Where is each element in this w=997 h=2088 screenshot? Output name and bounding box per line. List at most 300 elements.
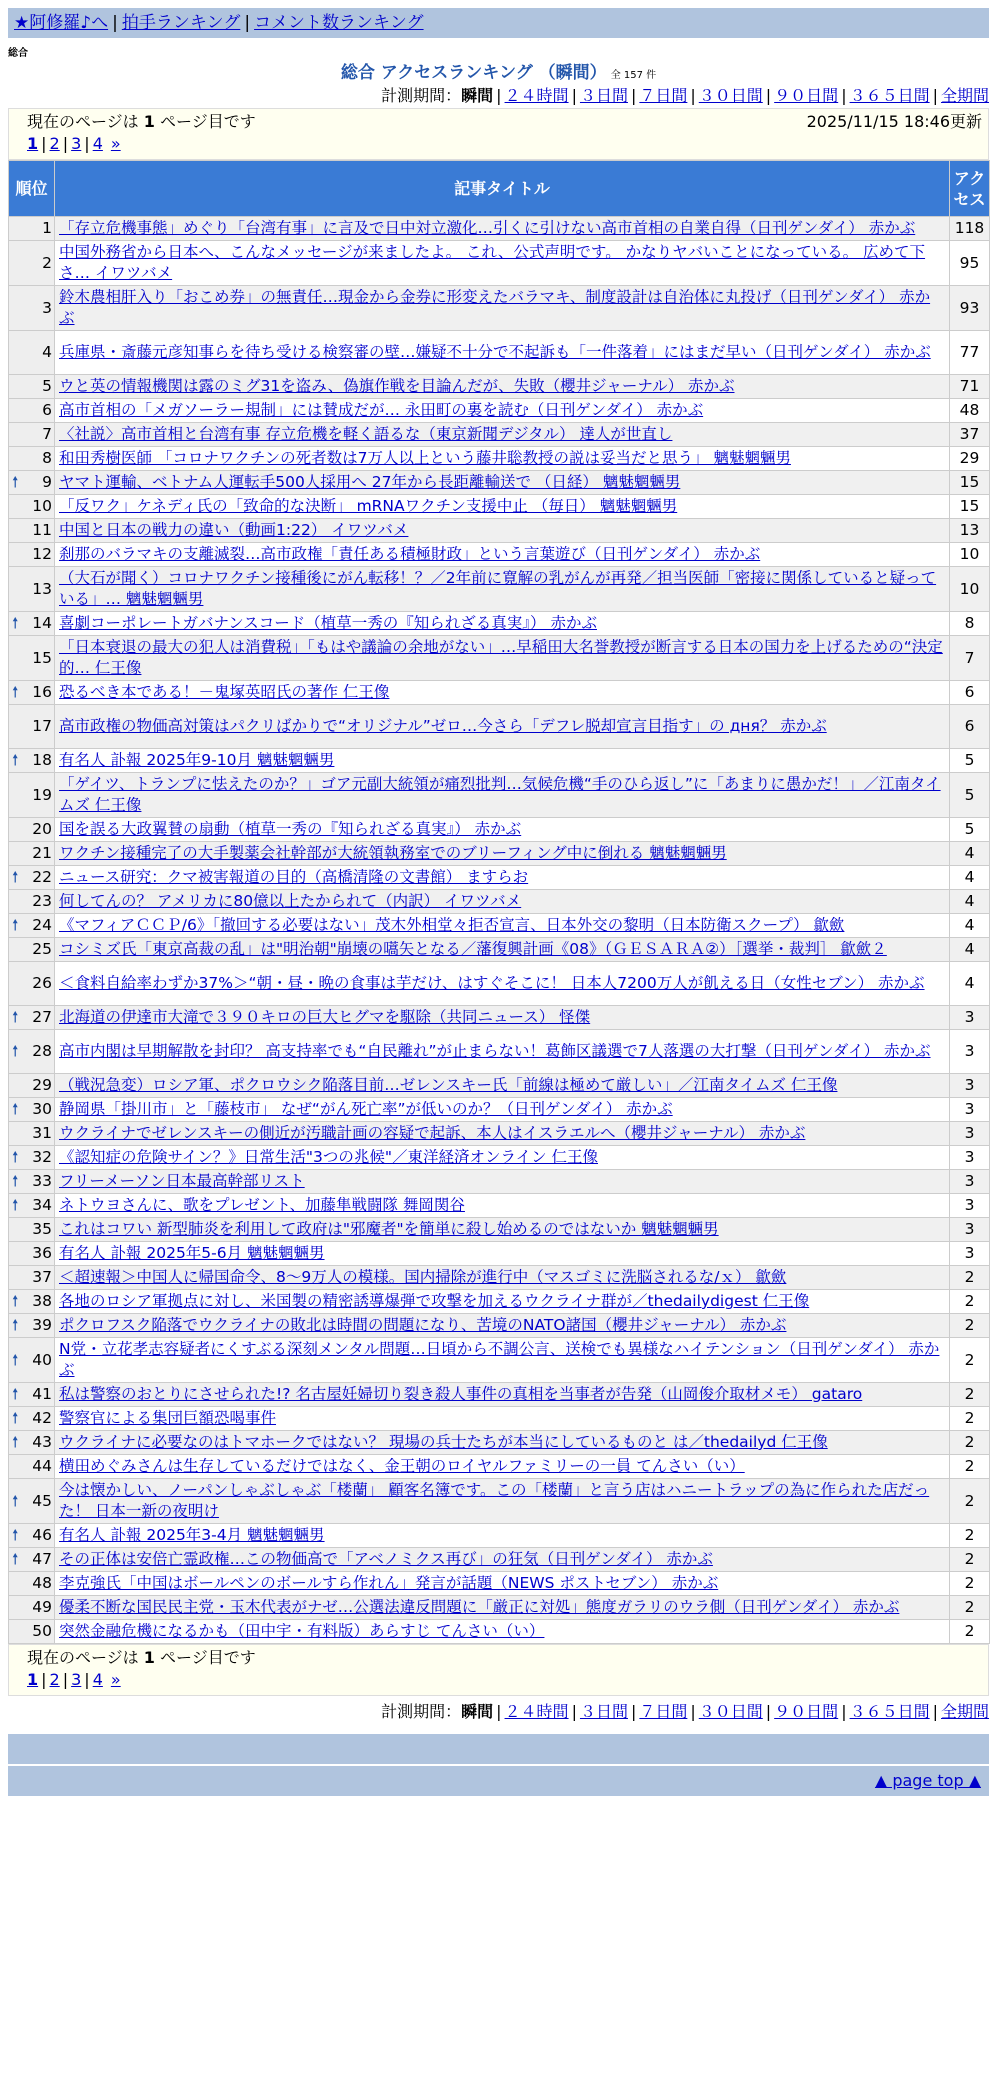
rank-number: 20: [32, 820, 52, 838]
article-title-link[interactable]: フリーメーソン日本最高幹部リスト: [59, 1172, 305, 1190]
rank-number: 39: [32, 1316, 52, 1334]
title-cell: [55, 1620, 950, 1644]
table-row: [9, 1431, 990, 1455]
article-title-link[interactable]: 喜劇コーポレートガバナンスコード（植草一秀の『知られざる真実』） 赤かぶ: [59, 614, 597, 632]
period-separator: |: [765, 1702, 772, 1721]
period-separator: |: [932, 86, 938, 105]
page-top-bar: [8, 1766, 989, 1796]
title-cell: [55, 1548, 950, 1572]
access-count: 2: [950, 1596, 990, 1620]
access-count: 37: [950, 423, 990, 447]
rank-cell: [9, 1548, 55, 1572]
access-count: 8: [950, 612, 990, 636]
title-cell: [55, 842, 950, 866]
article-title-link[interactable]: 優柔不断な国民民主党・玉木代表がナゼ…公選法違反問題に「厳正に対処」態度ガラリのウラ側（日刊ゲンダイ） 赤かぶ: [59, 1598, 900, 1616]
top-nav-bar: [8, 8, 989, 38]
page-link-4[interactable]: 4: [92, 1670, 103, 1689]
rank-number: 48: [32, 1574, 52, 1592]
access-count: 5: [950, 773, 990, 818]
access-count: 7: [950, 636, 990, 681]
period-label: 計測期間：: [381, 86, 462, 105]
period-separator: |: [841, 86, 847, 105]
article-title-link[interactable]: 「ゲイツ、トランプに怯えたのか？」ゴア元副大統領が痛烈批判…気候危機“手のひら返し”に「あまりに愚かだ！」／江南タイムズ 仁王像: [59, 775, 941, 814]
period-separator: |: [630, 1702, 637, 1721]
title-cell: [55, 217, 950, 241]
period-separator: |: [932, 1702, 938, 1721]
page-link-3[interactable]: 3: [71, 134, 82, 153]
title-header: 記事タイトル: [55, 161, 950, 217]
title-cell: [55, 1242, 950, 1266]
access-count: 2: [950, 1620, 990, 1644]
article-title-link[interactable]: 鈴木農相肝入り「おこめ券」の無責任…現金から金券に形変えたバラマキ、制度設計は自治体に丸投げ（日刊ゲンダイ） 赤かぶ: [59, 288, 931, 327]
nav-separator: |: [112, 13, 118, 33]
table-row: [9, 1074, 990, 1098]
table-row: [9, 567, 990, 612]
access-count: 13: [950, 519, 990, 543]
title-cell: [55, 1596, 950, 1620]
rank-number: 31: [32, 1124, 52, 1142]
access-count: 2: [950, 1548, 990, 1572]
page-info-number: 1: [143, 112, 155, 131]
page-info: [27, 1647, 978, 1669]
table-row: [9, 705, 990, 749]
table-row: [9, 241, 990, 286]
rank-number: 10: [32, 497, 52, 515]
page-info-box-top: [8, 108, 989, 160]
rank-up-arrow-icon: 🠕: [12, 1196, 19, 1214]
article-title-link[interactable]: 各地のロシア軍拠点に対し、米国製の精密誘導爆弾で攻撃を加えるウクライナ群が／thedailydigest 仁王像: [59, 1292, 810, 1310]
rank-cell: [9, 375, 55, 399]
rank-up-arrow-icon: 🠕: [12, 1042, 19, 1060]
rank-number: 1: [42, 219, 52, 237]
period-option-link[interactable]: ３６５日間: [849, 1702, 930, 1721]
pager-separator: |: [84, 134, 90, 153]
rank-cell: [9, 1194, 55, 1218]
rank-cell: [9, 495, 55, 519]
access-count: 4: [950, 866, 990, 890]
article-title-link[interactable]: 北海道の伊達市大滝で３９０キロの巨大ヒグマを駆除（共同ニュース） 怪傑: [59, 1008, 591, 1026]
table-row: [9, 681, 990, 705]
rank-number: 42: [32, 1409, 52, 1427]
pager-separator: |: [62, 134, 69, 153]
section-label: 総合: [8, 48, 28, 59]
rank-header: 順位: [9, 161, 55, 217]
article-title-link[interactable]: ＜超速報＞中国人に帰国命令、8～9万人の模様。国内掃除が進行中（マスゴミに洗脳されるな/ｘ） 歙歛: [59, 1268, 787, 1286]
rank-cell: [9, 681, 55, 705]
article-title-link[interactable]: その正体は安倍亡霊政権…この物価高で「アベノミクス再び」の狂気（日刊ゲンダイ） 赤かぶ: [59, 1550, 713, 1568]
title-cell: [55, 914, 950, 938]
pager-separator: |: [62, 1670, 69, 1689]
page-title: 総合 アクセスランキング （瞬間）: [340, 63, 607, 83]
access-count: 15: [950, 471, 990, 495]
rank-cell: [9, 938, 55, 962]
period-option-link[interactable]: ９０日間: [774, 86, 839, 105]
table-row: [9, 890, 990, 914]
title-cell: [55, 962, 950, 1006]
title-cell: [55, 1218, 950, 1242]
article-title-link[interactable]: ネトウヨさんに、歌をプレゼント、加藤隼戦闘隊 舞岡関谷: [59, 1196, 465, 1214]
rank-cell: [9, 1383, 55, 1407]
title-cell: [55, 567, 950, 612]
rank-number: 43: [32, 1433, 52, 1451]
article-title-link[interactable]: ポクロフスク陥落でウクライナの敗北は時間の問題になり、苦境のNATO諸国（櫻井ジャーナル） 赤かぶ: [59, 1316, 787, 1334]
article-title-link[interactable]: ウクライナに必要なのはトマホークではない？ 現場の兵士たちが本当にしているものと は／thedailyd 仁王像: [59, 1433, 828, 1451]
rank-number: 21: [32, 844, 52, 862]
ranking-table: [8, 160, 990, 1644]
article-title-link[interactable]: 「日本衰退の最大の犯人は消費税」「もはや議論の余地がない」…早稲田大名誉教授が断言する日本の国力を上げるための“決定的… 仁王像: [59, 638, 943, 677]
title-cell: [55, 749, 950, 773]
table-row: [9, 495, 990, 519]
rank-number: 29: [32, 1076, 52, 1094]
rank-up-arrow-icon: 🠕: [12, 1316, 19, 1334]
article-title-link[interactable]: これはコワい 新型肺炎を利用して政府は"邪魔者"を簡単に殺し始めるのではないか 魑魅魍魎男: [59, 1220, 719, 1238]
table-row: [9, 1006, 990, 1030]
period-separator: |: [496, 86, 502, 105]
rank-cell: [9, 1006, 55, 1030]
table-row: [9, 938, 990, 962]
access-count: 2: [950, 1266, 990, 1290]
access-count: 6: [950, 705, 990, 749]
count-header: アクセス: [950, 161, 990, 217]
period-option-link[interactable]: ２４時間: [504, 86, 569, 105]
access-count: 3: [950, 1030, 990, 1074]
updated-timestamp: 2025/11/15 18:46更新: [806, 112, 982, 131]
home-link[interactable]: ★阿修羅♪へ: [14, 13, 109, 33]
table-row: [9, 519, 990, 543]
access-count: 48: [950, 399, 990, 423]
page-link-2[interactable]: 2: [49, 134, 60, 153]
title-cell: [55, 1383, 950, 1407]
article-title-link[interactable]: ＜食料自給率わずか37%＞“朝・昼・晩の食事は芋だけ、はすぐそこに！ 日本人7200万人が飢える日（女性セブン） 赤かぶ: [59, 974, 925, 992]
table-row: [9, 217, 990, 241]
article-title-link[interactable]: N党・立花孝志容疑者にくすぶる深刻メンタル問題…日頃から不調公言、送検でも異様なハイテンション（日刊ゲンダイ） 赤かぶ: [59, 1340, 940, 1379]
access-count: 4: [950, 962, 990, 1006]
rank-cell: [9, 1098, 55, 1122]
table-row: [9, 1170, 990, 1194]
rank-cell: [9, 1479, 55, 1524]
period-option-link[interactable]: ９０日間: [774, 1702, 839, 1721]
article-title-link[interactable]: 〈社説〉高市首相と台湾有事 存立危機を軽く語るな（東京新聞デジタル） 達人が世直し: [59, 425, 673, 443]
article-title-link[interactable]: 突然金融危機になるかも（田中宇・有料版）あらすじ てんさい（い）: [59, 1622, 545, 1640]
rank-number: 5: [42, 377, 52, 395]
article-title-link[interactable]: 中国外務省から日本へ、こんなメッセージが来ましたよ。 これ、公式声明です。 かなりヤバいことになっている。 広めて下さ… イワツバメ: [59, 243, 926, 282]
article-title-link[interactable]: 恐るべき本である！－鬼塚英昭氏の著作 仁王像: [59, 683, 390, 701]
table-row: [9, 749, 990, 773]
period-option-link[interactable]: ７日間: [639, 1702, 688, 1721]
article-title-link[interactable]: 高市首相の「メガソーラー規制」には賛成だが… 永田町の裏を読む（日刊ゲンダイ） 赤かぶ: [59, 401, 704, 419]
access-count: 4: [950, 890, 990, 914]
article-title-link[interactable]: ヤマト運輸、ベトナム人運転手500人採用へ 27年から長距離輸送で （日経） 魑魅魍魎男: [59, 473, 681, 491]
article-title-link[interactable]: 私は警察のおとりにさせられた!? 名古屋妊婦切り裂き殺人事件の真相を当事者が告発（山岡俊介取材メモ） gataro: [59, 1385, 863, 1403]
article-title-link[interactable]: 横田めぐみさんは生存しているだけではなく、金王朝のロイヤルファミリーの一員 てんさい（い）: [59, 1457, 745, 1475]
rank-up-arrow-icon: 🠕: [12, 1172, 19, 1190]
page-link-1[interactable]: 1: [27, 134, 39, 153]
page-info-box-bottom: [8, 1644, 989, 1696]
table-row: [9, 773, 990, 818]
article-title-link[interactable]: 今は懐かしい、ノーパンしゃぶしゃぶ「楼蘭」 顧客名簿です。この「楼蘭」と言う店はハニートラップの為に作られた店だった！ 日本一新の夜明け: [59, 1481, 930, 1520]
rank-number: 14: [32, 614, 52, 632]
access-count: 29: [950, 447, 990, 471]
title-cell: [55, 471, 950, 495]
access-count: 2: [950, 1455, 990, 1479]
rank-number: 15: [32, 648, 52, 667]
access-count: 2: [950, 1524, 990, 1548]
period-option-link[interactable]: ３０日間: [698, 1702, 763, 1721]
access-count: 3: [950, 1218, 990, 1242]
rank-cell: [9, 1146, 55, 1170]
rank-cell: [9, 866, 55, 890]
rank-up-arrow-icon: 🠕: [12, 1385, 19, 1403]
article-title-link[interactable]: 兵庫県・斎藤元彦知事らを待ち受ける検察審の壁…嫌疑不十分で不起訴も「一件落着」にはまだ早い（日刊ゲンダイ） 赤かぶ: [59, 343, 931, 361]
pager: [27, 1669, 978, 1691]
title-cell: [55, 1030, 950, 1074]
access-count: 3: [950, 1170, 990, 1194]
title-cell: [55, 1290, 950, 1314]
table-row: [9, 612, 990, 636]
rank-number: 6: [42, 401, 52, 419]
rank-number: 26: [32, 974, 52, 992]
rank-number: 2: [42, 253, 52, 272]
access-count: 5: [950, 818, 990, 842]
article-title-link[interactable]: 何してんの？ アメリカに80億以上たかられて（内訳） イワツバメ: [59, 892, 522, 910]
rank-number: 45: [32, 1491, 52, 1510]
rank-number: 46: [32, 1526, 52, 1544]
period-option-link[interactable]: 全期間: [940, 1702, 989, 1721]
table-row: [9, 914, 990, 938]
rank-number: 33: [32, 1172, 52, 1190]
rank-cell: [9, 1266, 55, 1290]
article-title-link[interactable]: 静岡県「掛川市」と「藤枝市」 なぜ“がん死亡率”が低いのか？（日刊ゲンダイ） 赤かぶ: [59, 1100, 673, 1118]
rank-number: 9: [42, 473, 52, 491]
rank-number: 3: [42, 298, 52, 317]
rank-number: 38: [32, 1292, 52, 1310]
title-cell: [55, 1407, 950, 1431]
rank-number: 50: [32, 1622, 52, 1640]
title-cell: [55, 399, 950, 423]
rank-up-arrow-icon: 🠕: [12, 916, 19, 934]
title-cell: [55, 1338, 950, 1383]
article-title-link[interactable]: ウと英の情報機関は露のミグ31を盗み、偽旗作戦を目論んだが、失敗（櫻井ジャーナル） 赤かぶ: [59, 377, 735, 395]
rank-number: 17: [32, 717, 52, 735]
table-row: [9, 423, 990, 447]
article-title-link[interactable]: （大石が聞く）コロナワクチン接種後にがん転移！？／2年前に寛解の乳がんが再発／担当医師「密接に関係していると疑っている」… 魑魅魍魎男: [59, 569, 937, 608]
rank-up-arrow-icon: 🠕: [12, 1350, 19, 1369]
rank-number: 44: [32, 1457, 52, 1475]
page-link-4[interactable]: 4: [92, 134, 103, 153]
page-link-1[interactable]: 1: [27, 1670, 39, 1689]
access-count: 71: [950, 375, 990, 399]
period-current: 瞬間: [461, 1702, 494, 1721]
title-cell: [55, 1266, 950, 1290]
title-cell: [55, 241, 950, 286]
rank-number: 12: [32, 545, 52, 563]
period-label: 計測期間：: [381, 1702, 462, 1721]
article-title-link[interactable]: 国を誤る大政翼賛の扇動（植草一秀の『知られざる真実』） 赤かぶ: [59, 820, 522, 838]
table-row: [9, 1572, 990, 1596]
access-count: 3: [950, 1122, 990, 1146]
rank-cell: [9, 1074, 55, 1098]
rank-cell: [9, 423, 55, 447]
rank-up-arrow-icon: 🠕: [12, 1008, 19, 1026]
article-title-link[interactable]: 有名人 訃報 2025年9-10月 魑魅魍魎男: [59, 751, 335, 769]
title-cell: [55, 331, 950, 375]
rank-up-arrow-icon: 🠕: [12, 1148, 19, 1166]
rank-up-arrow-icon: 🠕: [12, 1292, 19, 1310]
table-row: [9, 1194, 990, 1218]
article-title-link[interactable]: 有名人 訃報 2025年3-4月 魑魅魍魎男: [59, 1526, 325, 1544]
article-title-link[interactable]: 刹那のバラマキの支離滅裂…高市政権「責任ある積極財政」という言葉遊び（日刊ゲンダイ） 赤かぶ: [59, 545, 761, 563]
table-row: [9, 818, 990, 842]
page-info-prefix: 現在のページは: [27, 112, 139, 131]
title-cell: [55, 773, 950, 818]
article-title-link[interactable]: コシミズ氏「東京高裁の乱」は"明治朝"崩壊の嚆矢となる／藩復興計画《08》（ＧＥＳＡＲＡ②）［選挙・裁判］ 歙歛２: [59, 940, 887, 958]
title-cell: [55, 938, 950, 962]
clap-ranking-link[interactable]: 拍手ランキング: [121, 13, 241, 33]
table-row: [9, 1146, 990, 1170]
article-title-link[interactable]: 中国と日本の戦力の違い（動画1:22） イワツバメ: [59, 521, 409, 539]
article-title-link[interactable]: 李克強氏「中国はボールペンのボールすら作れん」発言が話題（NEWS ポストセブン） 赤かぶ: [59, 1574, 719, 1592]
pager-next-link[interactable]: »: [110, 1670, 121, 1689]
table-row: [9, 842, 990, 866]
title-cell: [55, 543, 950, 567]
rank-cell: [9, 1455, 55, 1479]
access-count: 10: [950, 567, 990, 612]
access-count: 3: [950, 1006, 990, 1030]
access-count: 93: [950, 286, 990, 331]
rank-number: 4: [42, 343, 52, 361]
title-cell: [55, 286, 950, 331]
rank-number: 22: [32, 868, 52, 886]
footer-bar: [8, 1734, 989, 1764]
table-row: [9, 1338, 990, 1383]
access-count: 4: [950, 842, 990, 866]
rank-number: 13: [32, 579, 52, 598]
period-separator: |: [496, 1702, 502, 1721]
rank-number: 47: [32, 1550, 52, 1568]
access-count: 2: [950, 1314, 990, 1338]
rank-up-arrow-icon: 🠕: [12, 1491, 19, 1510]
rank-cell: [9, 773, 55, 818]
access-count: 3: [950, 1074, 990, 1098]
article-title-link[interactable]: 警察官による集団巨額恐喝事件: [59, 1409, 277, 1427]
article-title-link[interactable]: ウクライナでゼレンスキーの側近が汚職計画の容疑で起訴、本人はイスラエルへ（櫻井ジャーナル） 赤かぶ: [59, 1124, 806, 1142]
table-row: [9, 1383, 990, 1407]
rank-cell: [9, 842, 55, 866]
access-count: 2: [950, 1383, 990, 1407]
article-title-link[interactable]: （戦況急変）ロシア軍、ポクロウシク陥落目前…ゼレンスキー氏「前線は極めて厳しい」／江南タイムズ 仁王像: [59, 1076, 838, 1094]
article-title-link[interactable]: ワクチン接種完了の大手製薬会社幹部が大統領執務室でのブリーフィング中に倒れる 魑魅魍魎男: [59, 844, 727, 862]
rank-cell: [9, 890, 55, 914]
page-top-link[interactable]: ▲ page top ▲: [874, 1771, 981, 1790]
title-cell: [55, 1146, 950, 1170]
article-title-link[interactable]: 和田秀樹医師 「コロナワクチンの死者数は7万人以上という藤井聡教授の説は妥当だと思う」 魑魅魍魎男: [59, 449, 791, 467]
access-count: 3: [950, 1098, 990, 1122]
rank-number: 7: [42, 425, 52, 443]
pager-next-link[interactable]: »: [110, 134, 121, 153]
title-cell: [55, 1431, 950, 1455]
table-row: [9, 1524, 990, 1548]
rank-cell: [9, 543, 55, 567]
access-count: 95: [950, 241, 990, 286]
rank-up-arrow-icon: 🠕: [12, 473, 19, 491]
rank-number: 11: [32, 521, 52, 539]
rank-number: 18: [32, 751, 52, 769]
period-option-link[interactable]: ７日間: [639, 86, 688, 105]
rank-cell: [9, 1524, 55, 1548]
title-cell: [55, 1170, 950, 1194]
access-count: 3: [950, 1146, 990, 1170]
rank-cell: [9, 399, 55, 423]
rank-cell: [9, 636, 55, 681]
total-count: 全 157 件: [610, 70, 657, 81]
title-cell: [55, 1194, 950, 1218]
comment-ranking-link[interactable]: コメント数ランキング: [254, 13, 424, 33]
title-cell: [55, 1074, 950, 1098]
rank-number: 40: [32, 1350, 52, 1369]
title-cell: [55, 375, 950, 399]
table-row: [9, 1266, 990, 1290]
access-count: 2: [950, 1431, 990, 1455]
period-separator: |: [571, 1702, 577, 1721]
article-title-link[interactable]: 《認知症の危険サイン？》日常生活"3つの兆候"／東洋経済オンライン 仁王像: [59, 1148, 598, 1166]
period-option-link[interactable]: ３日間: [579, 1702, 628, 1721]
rank-number: 25: [32, 940, 52, 958]
rank-cell: [9, 241, 55, 286]
table-row: [9, 1098, 990, 1122]
rank-cell: [9, 1338, 55, 1383]
period-option-link[interactable]: ２４時間: [504, 1702, 569, 1721]
rank-up-arrow-icon: 🠕: [12, 614, 19, 632]
rank-cell: [9, 818, 55, 842]
period-option-link[interactable]: ３日間: [579, 86, 628, 105]
rank-cell: [9, 705, 55, 749]
rank-cell: [9, 1030, 55, 1074]
rank-cell: [9, 1572, 55, 1596]
rank-number: 37: [32, 1268, 52, 1286]
access-count: 3: [950, 1242, 990, 1266]
page-link-2[interactable]: 2: [49, 1670, 60, 1689]
period-option-link[interactable]: ３０日間: [698, 86, 763, 105]
article-title-link[interactable]: ニュース研究：クマ被害報道の目的（高橋清隆の文書館） ますらお: [59, 868, 529, 886]
rank-cell: [9, 471, 55, 495]
rank-cell: [9, 749, 55, 773]
title-cell: [55, 1455, 950, 1479]
article-title-link[interactable]: 高市政権の物価高対策はパクリばかりで“オリジナル”ゼロ…今さら「デフレ脱却宣言目指す」の дня？ 赤かぶ: [59, 717, 827, 735]
rank-cell: [9, 1122, 55, 1146]
article-title-link[interactable]: 《マフィアＣＣＰ/6》「撤回する必要はない」茂木外相堂々拒否宣言、日本外交の黎明（日本防衛スクープ） 歙歛: [59, 916, 845, 934]
article-title-link[interactable]: 有名人 訃報 2025年5-6月 魑魅魍魎男: [59, 1244, 325, 1262]
table-row: [9, 399, 990, 423]
article-title-link[interactable]: 「存立危機事態」めぐり「台湾有事」に言及で日中対立激化…引くに引けない高市首相の自業自得（日刊ゲンダイ） 赤かぶ: [59, 219, 916, 237]
rank-number: 16: [32, 683, 52, 701]
title-cell: [55, 636, 950, 681]
article-title-link[interactable]: 高市内閣は早期解散を封印？ 高支持率でも“自民離れ”が止まらない！葛飾区議選で7人落選の大打撃（日刊ゲンダイ） 赤かぶ: [59, 1042, 931, 1060]
period-option-link[interactable]: 全期間: [940, 86, 989, 105]
pager-separator: |: [84, 1670, 90, 1689]
rank-up-arrow-icon: 🠕: [12, 1526, 19, 1544]
table-row: [9, 1290, 990, 1314]
page-link-3[interactable]: 3: [71, 1670, 82, 1689]
period-option-link[interactable]: ３６５日間: [849, 86, 930, 105]
title-cell: [55, 1098, 950, 1122]
rank-number: 34: [32, 1196, 52, 1214]
access-count: 118: [950, 217, 990, 241]
rank-cell: [9, 1596, 55, 1620]
article-title-link[interactable]: 「反ワク」ケネディ氏の「致命的な決断」 mRNAワクチン支援中止 （毎日） 魑魅魍魎男: [59, 497, 678, 515]
access-count: 3: [950, 1194, 990, 1218]
title-cell: [55, 495, 950, 519]
title-cell: [55, 1314, 950, 1338]
